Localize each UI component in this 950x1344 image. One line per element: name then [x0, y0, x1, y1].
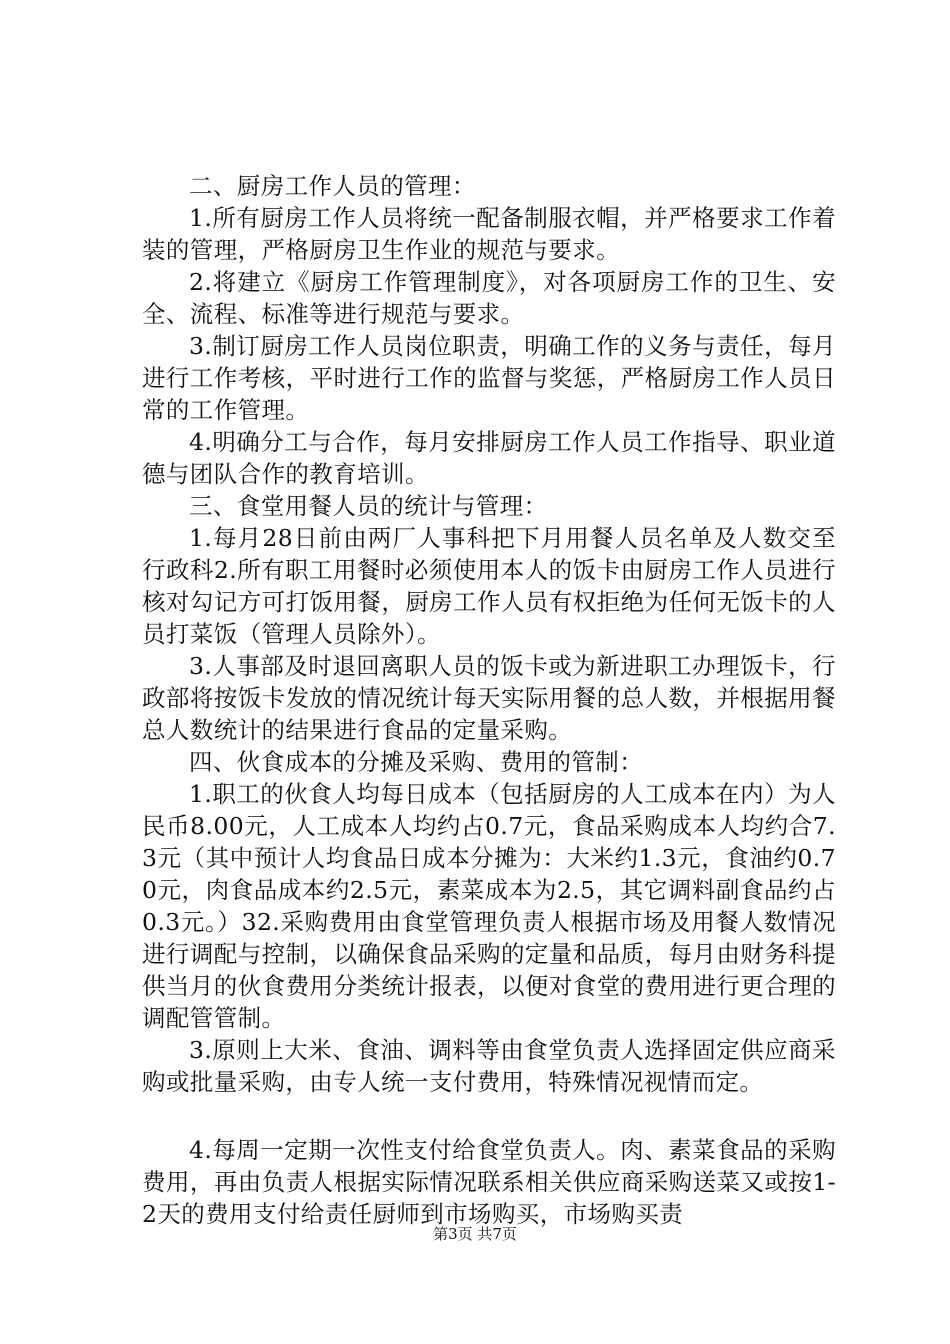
paragraph-meal-cost: 1.职工的伙食人均每日成本（包括厨房的人工成本在内）为人民币8.00元，人工成本人均约占0.7元，食品采购成本人均约合7.3元（其中预计人均食品日成本分摊为：大米约1.3元，食油约0.70元，肉食品成本约2.5元，素菜成本为2.5，其它调料副食品约占0.3元。）32.采购费用由食堂管理负责人根据市场及用餐人数情况进行调配与控制，以确保食品采购的定量和品质，每月由财务科提供当月的伙食费用分类统计报表，以便对食堂的费用进行更合理的调配管管制。	[142, 780, 836, 1032]
paragraph-training: 4.明确分工与合作，每月安排厨房工作人员工作指导、职业道德与团队合作的教育培训。	[142, 428, 836, 488]
paragraph-management-system: 2.将建立《厨房工作管理制度》，对各项厨房工作的卫生、安全、流程、标准等进行规范与要求。	[142, 268, 836, 328]
section-heading-cost-control: 四、伙食成本的分摊及采购、费用的管制：	[189, 748, 644, 776]
section-heading-kitchen-staff: 二、厨房工作人员的管理：	[189, 172, 476, 200]
paragraph-uniform: 1.所有厨房工作人员将统一配备制服衣帽，并严格要求工作着装的管理，严格厨房卫生作业的规范与要求。	[142, 204, 836, 264]
paragraph-diner-list: 1.每月28日前由两厂人事科把下月用餐人员名单及人数交至行政科2.所有职工用餐时必须使用本人的饭卡由厨房工作人员进行核对勾记方可打饭用餐，厨房工作人员有权拒绝为任何无饭卡的人员打菜饭（管理人员除外）。	[142, 524, 836, 648]
paragraph-weekly-payment: 4.每周一定期一次性支付给食堂负责人。肉、素菜食品的采购费用，再由负责人根据实际情况联系相关供应商采购送菜又或按1-2天的费用支付给责任厨师到市场购买，市场购买责	[142, 1136, 836, 1228]
paragraph-meal-card: 3.人事部及时退回离职人员的饭卡或为新进职工办理饭卡，行政部将按饭卡发放的情况统计每天实际用餐的总人数，并根据用餐总人数统计的结果进行食品的定量采购。	[142, 652, 836, 744]
paragraph-bulk-purchase: 3.原则上大米、食油、调料等由食堂负责人选择固定供应商采购或批量采购，由专人统一支付费用，特殊情况视情而定。	[142, 1036, 836, 1096]
section-heading-diner-statistics: 三、食堂用餐人员的统计与管理：	[189, 492, 548, 520]
paragraph-job-duties: 3.制订厨房工作人员岗位职责，明确工作的义务与责任，每月进行工作考核，平时进行工作的监督与奖惩，严格厨房工作人员日常的工作管理。	[142, 332, 836, 424]
page-footer: 第3页 共7页	[433, 1225, 517, 1243]
document-body	[142, 170, 836, 1230]
